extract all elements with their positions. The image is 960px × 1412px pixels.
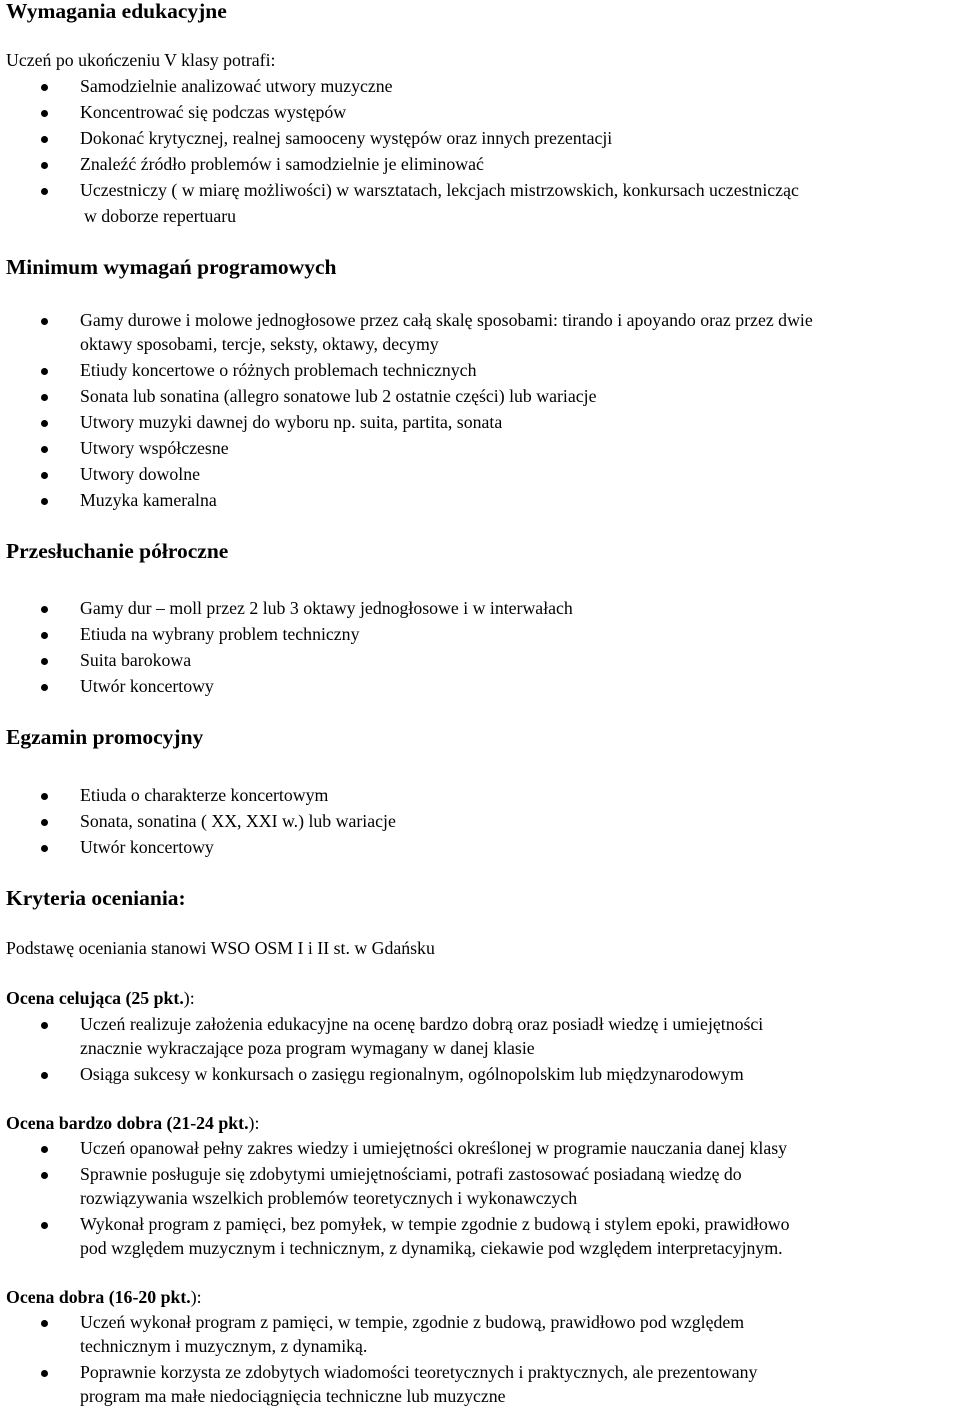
grade-label: Ocena dobra (16-20 pkt. [6, 1287, 191, 1307]
bullet-icon [41, 188, 48, 195]
bullet-icon [41, 420, 48, 427]
list-item: Uczeń opanował pełny zakres wiedzy i umiejętności określonej w programie nauczania danej klasy [80, 1138, 788, 1158]
bullet-icon [41, 446, 48, 453]
section-heading-minimum: Minimum wymagań programowych [6, 255, 337, 279]
list-item-continuation: znacznie wykraczające poza program wymagany w danej klasie [80, 1038, 535, 1058]
list-item-continuation: oktawy sposobami, tercje, seksty, oktawy, decymy [80, 334, 439, 354]
bullet-icon [41, 658, 48, 665]
list-item: Etiuda o charakterze koncertowym [80, 785, 329, 805]
list-item: Utwory dowolne [80, 464, 201, 484]
bullet-icon [41, 84, 48, 91]
list-item: Osiąga sukcesy w konkursach o zasięgu regionalnym, ogólnopolskim lub międzynarodowym [80, 1064, 744, 1084]
bullet-icon [41, 1222, 48, 1229]
grade-heading-bardzo-dobra [6, 1115, 259, 1133]
list-item: Znaleźć źródło problemów i samodzielnie je eliminować [80, 154, 484, 174]
bullet-icon [41, 819, 48, 826]
list-item: Dokonać krytycznej, realnej samooceny występów oraz innych prezentacji [80, 128, 613, 148]
bullet-icon [41, 162, 48, 169]
list-item: Sprawnie posługuje się zdobytymi umiejętnościami, potrafi zastosować posiadaną wiedzę do [80, 1164, 742, 1184]
list-item: Utwory współczesne [80, 438, 229, 458]
grade-heading-dobra [6, 1289, 202, 1307]
bullet-icon [41, 368, 48, 375]
list-item: Uczeń wykonał program z pamięci, w tempie, zgodnie z budową, prawidłowo pod względem [80, 1312, 745, 1332]
bullet-icon [41, 110, 48, 117]
list-item: Samodzielnie analizować utwory muzyczne [80, 76, 393, 96]
bullet-icon [41, 1370, 48, 1377]
bullet-icon [41, 1320, 48, 1327]
list-item: Poprawnie korzysta ze zdobytych wiadomości teoretycznych i praktycznych, ale prezentowany [80, 1362, 758, 1382]
bullet-icon [41, 684, 48, 691]
list-item: Sonata, sonatina ( XX, XXI w.) lub wariacje [80, 811, 396, 831]
grade-label-suffix: ): [190, 1287, 202, 1307]
bullet-icon [41, 845, 48, 852]
list-item-continuation: rozwiązywania wszelkich problemów teoretycznych i wykonawczych [80, 1188, 578, 1208]
grade-label-suffix: ): [248, 1113, 260, 1133]
bullet-icon [41, 498, 48, 505]
list-item: Suita barokowa [80, 650, 192, 670]
bullet-icon [41, 632, 48, 639]
list-item: Gamy durowe i molowe jednogłosowe przez całą skalę sposobami: tirando i apoyando oraz przez dwie [80, 310, 813, 330]
bullet-icon [41, 1172, 48, 1179]
bullet-icon [41, 606, 48, 613]
list-item: Utwór koncertowy [80, 676, 214, 696]
kryteria-basis: Podstawę oceniania stanowi WSO OSM I i II st. w Gdańsku [6, 938, 435, 958]
bullet-icon [41, 1022, 48, 1029]
grade-label-suffix: ): [183, 988, 195, 1008]
page-title: Wymagania edukacyjne [6, 0, 227, 23]
list-item: Gamy dur – moll przez 2 lub 3 oktawy jednogłosowe i w interwałach [80, 598, 573, 618]
list-item: Etiuda na wybrany problem techniczny [80, 624, 360, 644]
list-item-continuation: technicznym i muzycznym, z dynamiką. [80, 1336, 368, 1356]
bullet-icon [41, 1146, 48, 1153]
list-item: Koncentrować się podczas występów [80, 102, 347, 122]
grade-label: Ocena bardzo dobra (21-24 pkt. [6, 1113, 249, 1133]
list-item: Uczestniczy ( w miarę możliwości) w warsztatach, lekcjach mistrzowskich, konkursach uczestnicząc [80, 180, 799, 200]
list-item: Etiudy koncertowe o różnych problemach technicznych [80, 360, 477, 380]
list-item-continuation: pod względem muzycznym i technicznym, z dynamiką, ciekawie pod względem interpretacyjnym. [80, 1238, 783, 1258]
list-item: Sonata lub sonatina (allegro sonatowe lub 2 ostatnie części) lub wariacje [80, 386, 597, 406]
bullet-icon [41, 472, 48, 479]
bullet-icon [41, 394, 48, 401]
grade-label: Ocena celująca (25 pkt. [6, 988, 184, 1008]
section-heading-egzamin: Egzamin promocyjny [6, 725, 204, 749]
list-item: Muzyka kameralna [80, 490, 217, 510]
list-item: Uczeń realizuje założenia edukacyjne na ocenę bardzo dobrą oraz posiadł wiedzę i umiejętności [80, 1014, 764, 1034]
list-item-continuation: w doborze repertuaru [84, 206, 237, 226]
intro-text: Uczeń po ukończeniu V klasy potrafi: [6, 50, 276, 70]
list-item-continuation: program ma małe niedociągnięcia techniczne lub muzyczne [80, 1386, 506, 1406]
bullet-icon [41, 136, 48, 143]
grade-heading-celujaca [6, 990, 195, 1008]
section-heading-przesluchanie: Przesłuchanie półroczne [6, 539, 229, 563]
bullet-icon [41, 1072, 48, 1079]
list-item: Utwory muzyki dawnej do wyboru np. suita, partita, sonata [80, 412, 503, 432]
section-heading-kryteria: Kryteria oceniania: [6, 886, 186, 910]
bullet-icon [41, 318, 48, 325]
list-item: Wykonał program z pamięci, bez pomyłek, w tempie zgodnie z budową i stylem epoki, prawidłowo [80, 1214, 790, 1234]
bullet-icon [41, 793, 48, 800]
list-item: Utwór koncertowy [80, 837, 214, 857]
